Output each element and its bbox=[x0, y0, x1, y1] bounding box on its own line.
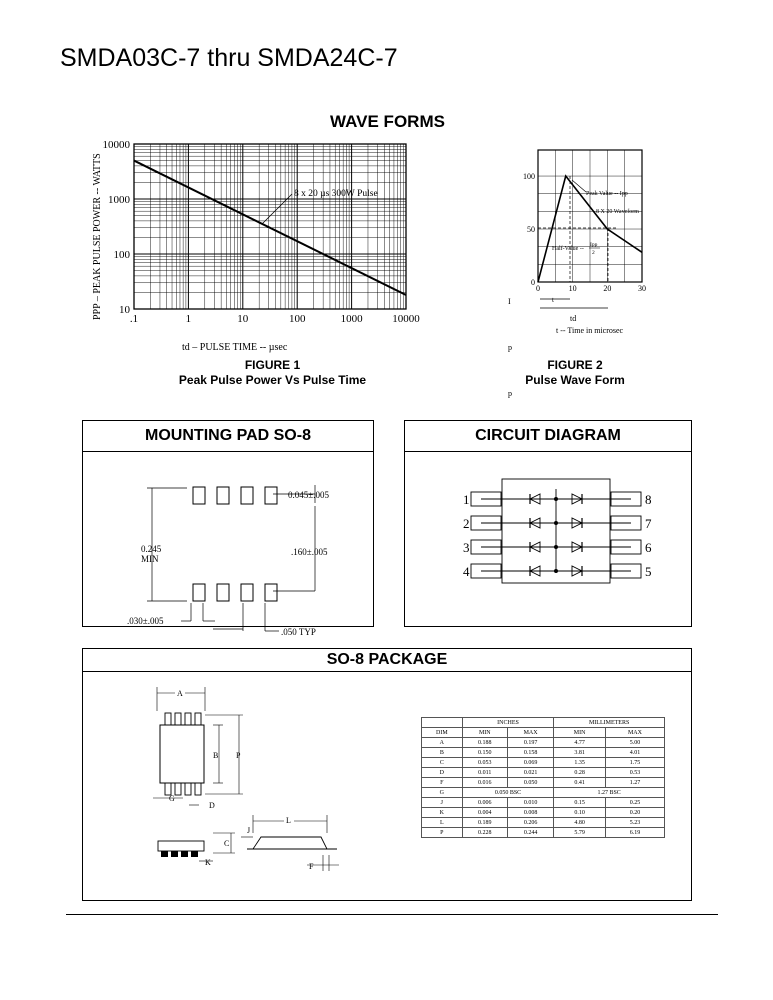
figure2-td-label: td bbox=[570, 314, 577, 323]
table-cell: 0.053 bbox=[462, 758, 507, 768]
figure1-xtick-label: 10 bbox=[237, 313, 249, 325]
circuit-node bbox=[554, 497, 558, 501]
mounting-pad-bottom bbox=[265, 584, 277, 601]
figure1-frame bbox=[134, 144, 406, 309]
figure2-xtick-label: 30 bbox=[638, 284, 646, 293]
figure1-grid bbox=[134, 144, 406, 309]
table-cell: 5.00 bbox=[605, 738, 664, 748]
table-cell: P bbox=[422, 828, 463, 838]
table-row bbox=[422, 758, 665, 768]
table-cell: 1.27 bbox=[605, 778, 664, 788]
pin-number-right: 8 bbox=[645, 492, 652, 507]
table-cell: 0.069 bbox=[507, 758, 553, 768]
table-row bbox=[422, 778, 665, 788]
pin-number-left: 3 bbox=[463, 540, 470, 555]
table-header-cell: MIN bbox=[462, 728, 507, 738]
table-header-cell: MAX bbox=[507, 728, 553, 738]
mounting-pad-bottom bbox=[217, 584, 229, 601]
table-cell: J bbox=[422, 798, 463, 808]
table-cell: 0.011 bbox=[462, 768, 507, 778]
table-cell: 0.050 bbox=[507, 778, 553, 788]
package-lead-bottom bbox=[195, 783, 201, 795]
pin-number-right: 7 bbox=[645, 516, 652, 531]
table-header-cell: MIN bbox=[554, 728, 606, 738]
package-body-top bbox=[160, 725, 204, 783]
table-cell: 0.244 bbox=[507, 828, 553, 838]
figure1-caption-label: FIGURE 1 bbox=[244, 358, 301, 372]
figure1-caption-text: Peak Pulse Power Vs Pulse Time bbox=[178, 373, 367, 387]
table-cell: 6.19 bbox=[605, 828, 664, 838]
so8-package-box bbox=[82, 648, 692, 901]
figure1-xtick-label: 100 bbox=[288, 313, 306, 325]
table-cell: 0.15 bbox=[554, 798, 606, 808]
table-group-inches: INCHES bbox=[462, 718, 554, 728]
table-group-mm: MILLIMETERS bbox=[554, 718, 665, 728]
figure2-grid bbox=[538, 150, 642, 282]
figure1-annotation: 8 x 20 µs 300W Pulse bbox=[294, 189, 378, 199]
figure1-ytick-label: 100 bbox=[113, 249, 130, 261]
dim-A-label: A bbox=[177, 689, 183, 698]
pin-number-left: 1 bbox=[463, 492, 470, 507]
mounting-pad-bottom bbox=[193, 584, 205, 601]
table-cell: 1.27 BSC bbox=[554, 788, 665, 798]
package-lead-top bbox=[175, 713, 181, 725]
package-lead-bottom bbox=[175, 783, 181, 795]
figure1-chart bbox=[84, 132, 434, 360]
mounting-pad-bottom bbox=[241, 584, 253, 601]
figure2-half-den: 2 bbox=[592, 250, 595, 256]
package-body-side bbox=[158, 841, 204, 851]
table-cell: G bbox=[422, 788, 463, 798]
table-cell: 0.206 bbox=[507, 818, 553, 828]
table-cell: 0.20 bbox=[605, 808, 664, 818]
table-cell: 0.188 bbox=[462, 738, 507, 748]
figure1-xtick-label: .1 bbox=[129, 313, 139, 325]
footer-rule bbox=[66, 914, 718, 915]
figure1-xtick-label: 1000 bbox=[340, 313, 363, 325]
pad-dim-left-2: MIN bbox=[141, 554, 159, 564]
package-lead-side bbox=[161, 851, 168, 857]
figure2-wave-label: 8 X 20 Waveform bbox=[596, 209, 639, 215]
figure1-ytick-label: 1000 bbox=[108, 194, 130, 206]
figure1-xlabel: td – PULSE TIME -- µsec bbox=[182, 342, 288, 353]
table-cell: 0.006 bbox=[462, 798, 507, 808]
figure2-ytick-label: 50 bbox=[527, 225, 535, 234]
table-cell: F bbox=[422, 778, 463, 788]
table-cell: 0.050 BSC bbox=[462, 788, 554, 798]
table-cell: B bbox=[422, 748, 463, 758]
mounting-pad-drawing bbox=[83, 451, 373, 637]
mounting-pad-top bbox=[193, 487, 205, 504]
figure2-t-label: t bbox=[552, 296, 554, 304]
figure2-side-p1: p bbox=[508, 343, 512, 352]
table-row bbox=[422, 748, 665, 758]
pad-dim-right: .160±.005 bbox=[291, 547, 328, 557]
dim-P-label: P bbox=[236, 751, 241, 760]
table-cell: 4.01 bbox=[605, 748, 664, 758]
dim-K-label: K bbox=[205, 858, 211, 867]
package-lead-side bbox=[181, 851, 188, 857]
dim-F-label: F bbox=[309, 862, 314, 871]
table-cell: 0.197 bbox=[507, 738, 553, 748]
table-cell: D bbox=[422, 768, 463, 778]
table-cell: A bbox=[422, 738, 463, 748]
pin-number-left: 2 bbox=[463, 516, 470, 531]
package-lead-bottom bbox=[185, 783, 191, 795]
table-cell: K bbox=[422, 808, 463, 818]
mounting-pad-box bbox=[82, 420, 374, 637]
figure2-time-label: t -- Time in microsec bbox=[556, 326, 624, 335]
pad-dim-bottom-right: .050 TYP bbox=[281, 627, 316, 637]
dim-J-label: J bbox=[247, 826, 251, 835]
table-row bbox=[422, 828, 665, 838]
figure2-ytick-label: 100 bbox=[523, 172, 535, 181]
dim-C-label: C bbox=[224, 839, 230, 848]
table-row bbox=[422, 738, 665, 748]
pad-dim-bottom-left: .030±.005 bbox=[127, 616, 164, 626]
table-cell: 5.23 bbox=[605, 818, 664, 828]
table-row bbox=[422, 808, 665, 818]
figure1-ylabel: PPP – PEAK PULSE POWER -- WATTS bbox=[92, 153, 103, 320]
table-cell: 4.77 bbox=[554, 738, 606, 748]
figure1-ytick-label: 10 bbox=[119, 304, 130, 316]
figure2-caption-label: FIGURE 2 bbox=[547, 358, 603, 372]
table-cell: 0.25 bbox=[605, 798, 664, 808]
table-row bbox=[422, 768, 665, 778]
table-cell: 1.75 bbox=[605, 758, 664, 768]
pad-dim-top: 0.045±.005 bbox=[288, 490, 329, 500]
table-row bbox=[422, 798, 665, 808]
table-cell: 0.158 bbox=[507, 748, 553, 758]
dimension-table bbox=[421, 717, 665, 838]
table-cell: 4.80 bbox=[554, 818, 606, 828]
pad-dim-left-1: 0.245 bbox=[141, 544, 162, 554]
table-header-cell: DIM bbox=[422, 728, 463, 738]
dim-L-label: L bbox=[286, 816, 291, 825]
figure2-ytick-label: 0 bbox=[531, 278, 535, 287]
table-cell: 0.189 bbox=[462, 818, 507, 828]
figure2-peak-label: Peak Value -- Ipp bbox=[586, 191, 628, 197]
table-cell: 0.008 bbox=[507, 808, 553, 818]
dim-D-label: D bbox=[209, 801, 215, 810]
figure1-ytick-label: 10000 bbox=[102, 139, 130, 151]
so8-package-drawing bbox=[143, 681, 373, 891]
package-lead-side bbox=[171, 851, 178, 857]
circuit-node bbox=[554, 569, 558, 573]
pin-number-right: 5 bbox=[645, 564, 652, 579]
table-cell: 0.004 bbox=[462, 808, 507, 818]
table-cell: 5.79 bbox=[554, 828, 606, 838]
table-cell: L bbox=[422, 818, 463, 828]
table-cell: 0.010 bbox=[507, 798, 553, 808]
table-cell: 0.53 bbox=[605, 768, 664, 778]
figure2-caption-text: Pulse Wave Form bbox=[525, 373, 625, 387]
figure1-xtick-label: 10000 bbox=[392, 313, 420, 325]
table-cell: 0.016 bbox=[462, 778, 507, 788]
circuit-node bbox=[554, 545, 558, 549]
circuit-drawing bbox=[405, 451, 691, 626]
table-cell: 0.150 bbox=[462, 748, 507, 758]
page-title: SMDA03C-7 thru SMDA24C-7 bbox=[60, 44, 398, 72]
dim-B-label: B bbox=[213, 751, 219, 760]
circuit-diagram-box bbox=[404, 420, 692, 627]
package-end-view bbox=[253, 837, 327, 849]
figure2-side-i: I bbox=[508, 297, 511, 306]
table-cell: 0.10 bbox=[554, 808, 606, 818]
package-lead-side bbox=[191, 851, 198, 857]
mounting-pad-top bbox=[217, 487, 229, 504]
table-cell: 0.28 bbox=[554, 768, 606, 778]
table-cell: 0.021 bbox=[507, 768, 553, 778]
package-lead-top bbox=[185, 713, 191, 725]
figure2-xtick-label: 0 bbox=[536, 284, 540, 293]
figure2-half-label: Half-Value -- bbox=[552, 246, 584, 252]
pin-number-right: 6 bbox=[645, 540, 652, 555]
dim-G-label: G bbox=[169, 794, 175, 803]
table-row bbox=[422, 818, 665, 828]
circuit-node bbox=[554, 521, 558, 525]
package-lead-top bbox=[165, 713, 171, 725]
circuit-diagram-title: CIRCUIT DIAGRAM bbox=[405, 421, 691, 452]
so8-package-title: SO-8 PACKAGE bbox=[83, 649, 691, 672]
figure2-half-num: Ipp bbox=[590, 242, 598, 248]
mounting-pad-top bbox=[241, 487, 253, 504]
table-header-cell: MAX bbox=[605, 728, 664, 738]
figure2-xtick-label: 10 bbox=[568, 284, 577, 293]
table-cell: 0.41 bbox=[554, 778, 606, 788]
package-lead-top bbox=[195, 713, 201, 725]
figure2-side-p2: p bbox=[508, 389, 512, 398]
table-row bbox=[422, 788, 665, 798]
figure2-xtick-label: 20 bbox=[603, 284, 612, 293]
table-cell: C bbox=[422, 758, 463, 768]
table-cell: 0.228 bbox=[462, 828, 507, 838]
mounting-pad-top bbox=[265, 487, 277, 504]
mounting-pad-title: MOUNTING PAD SO-8 bbox=[83, 421, 373, 452]
pin-number-left: 4 bbox=[463, 564, 470, 579]
table-cell: 1.35 bbox=[554, 758, 606, 768]
table-cell: 3.81 bbox=[554, 748, 606, 758]
figure1-xtick-label: 1 bbox=[185, 313, 192, 325]
waveforms-title: WAVE FORMS bbox=[330, 112, 445, 131]
